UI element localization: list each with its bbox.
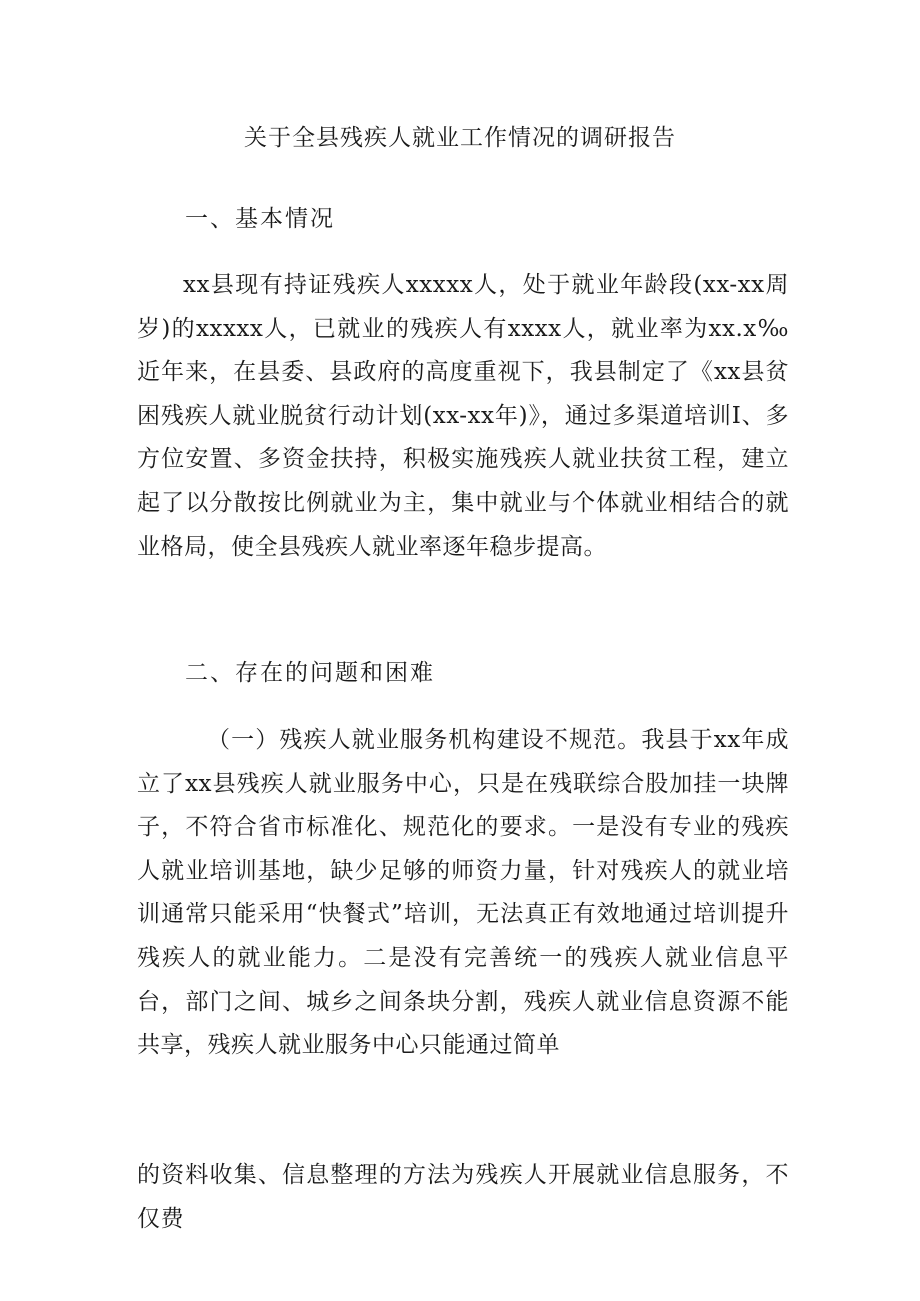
section-heading-problems: 二、存在的问题和困难 [185,660,435,686]
paragraph-basic-situation: xx县现有持证残疾人xxxxx人，处于就业年龄段(xx-xx周岁)的xxxxx人，已就业的残疾人有xxxx人，就业率为xx.x‰近年来，在县委、县政府的高度重视下，我县制定了《xx县贫困残疾人就业脱贫行动计划(xx-xx年)》，通过多渠道培训I、多方位安置、多资金扶持，积极实施残疾人就业扶贫工程，建立起了以分散按比例就业为主，集中就业与个体就业相结合的就业格局，使全县残疾人就业率逐年稳步提高。 [137,272,789,560]
section-heading-basic-situation: 一、基本情况 [185,206,335,232]
paragraph-problem-one: （一）残疾人就业服务机构建设不规范。我县于xx年成立了xx县残疾人就业服务中心，只是在残联综合股加挂一块牌子，不符合省市标准化、规范化的要求。一是没有专业的残疾人就业培训基地，缺少足够的师资力量，针对残疾人的就业培训通常只能采用“快餐式”培训，无法真正有效地通过培训提升残疾人的就业能力。二是没有完善统一的残疾人就业信息平台，部门之间、城乡之间条块分割，残疾人就业信息资源不能共享，残疾人就业服务中心只能通过简单 [137,727,789,1059]
paragraph-continuation: 的资料收集、信息整理的方法为残疾人开展就业信息服务，不仅费 [137,1162,789,1232]
document-title: 关于全县残疾人就业工作情况的调研报告 [244,125,676,151]
